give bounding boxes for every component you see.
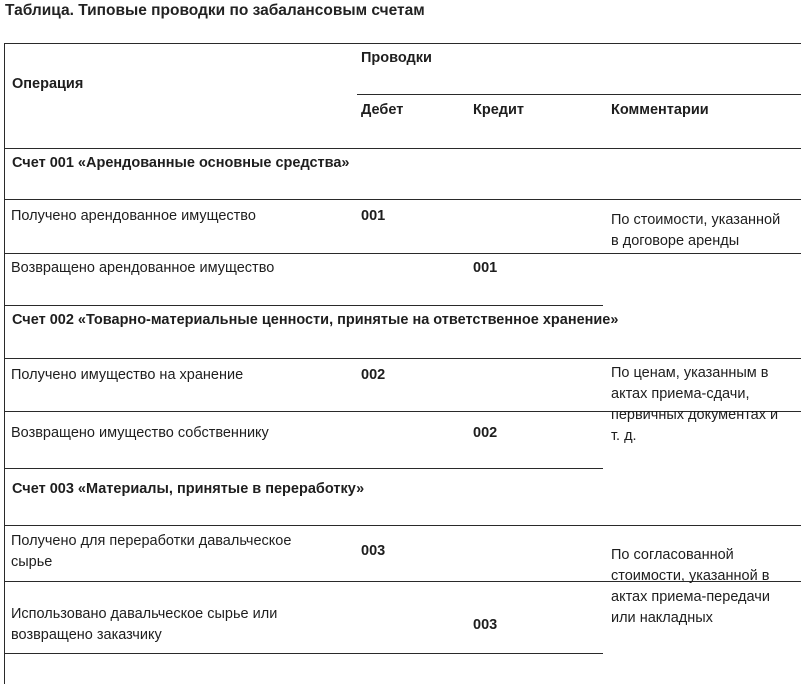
section-title: Счет 002 «Товарно-материальные ценности, принятые на ответственное хранение» bbox=[12, 312, 619, 328]
operation-cell: Получено арендованное имущество bbox=[11, 208, 256, 224]
divider bbox=[5, 653, 603, 654]
operation-cell: Возвращено арендованное имущество bbox=[11, 260, 275, 276]
header-credit: Кредит bbox=[473, 102, 524, 118]
debit-cell: 003 bbox=[361, 543, 386, 559]
divider bbox=[5, 253, 801, 254]
header-comments: Комментарии bbox=[611, 102, 709, 118]
divider bbox=[5, 358, 801, 359]
credit-cell: 001 bbox=[473, 260, 498, 276]
divider bbox=[5, 305, 603, 306]
divider bbox=[5, 525, 801, 526]
table-caption: Таблица. Типовые проводки по забалансовым счетам bbox=[5, 2, 425, 19]
divider bbox=[5, 199, 801, 200]
operation-cell: Использовано давальческое сырье или возвращено заказчику bbox=[11, 606, 278, 643]
debit-cell: 001 bbox=[361, 208, 386, 224]
operation-cell: Получено для переработки давальческое сырье bbox=[11, 533, 292, 570]
comment-cell: По ценам, указанным в актах приема-сдачи, первичных документах и т. д. bbox=[611, 365, 779, 444]
header-operation: Операция bbox=[12, 76, 84, 92]
section-title: Счет 001 «Арендованные основные средства» bbox=[12, 155, 350, 171]
credit-cell: 002 bbox=[473, 425, 498, 441]
header-postings: Проводки bbox=[361, 50, 432, 66]
comment-cell: По согласованной стоимости, указанной в актах приема-передачи или накладных bbox=[611, 547, 770, 626]
operation-cell: Получено имущество на хранение bbox=[11, 367, 244, 383]
debit-cell: 002 bbox=[361, 367, 386, 383]
header-debit: Дебет bbox=[361, 102, 404, 118]
divider bbox=[5, 148, 801, 149]
credit-cell: 003 bbox=[473, 617, 498, 633]
section-title: Счет 003 «Материалы, принятые в переработку» bbox=[12, 481, 365, 497]
operation-cell: Возвращено имущество собственнику bbox=[11, 425, 269, 441]
divider bbox=[5, 468, 603, 469]
comment-cell: По стоимости, указанной в договоре аренды bbox=[611, 212, 781, 249]
divider bbox=[357, 94, 801, 95]
